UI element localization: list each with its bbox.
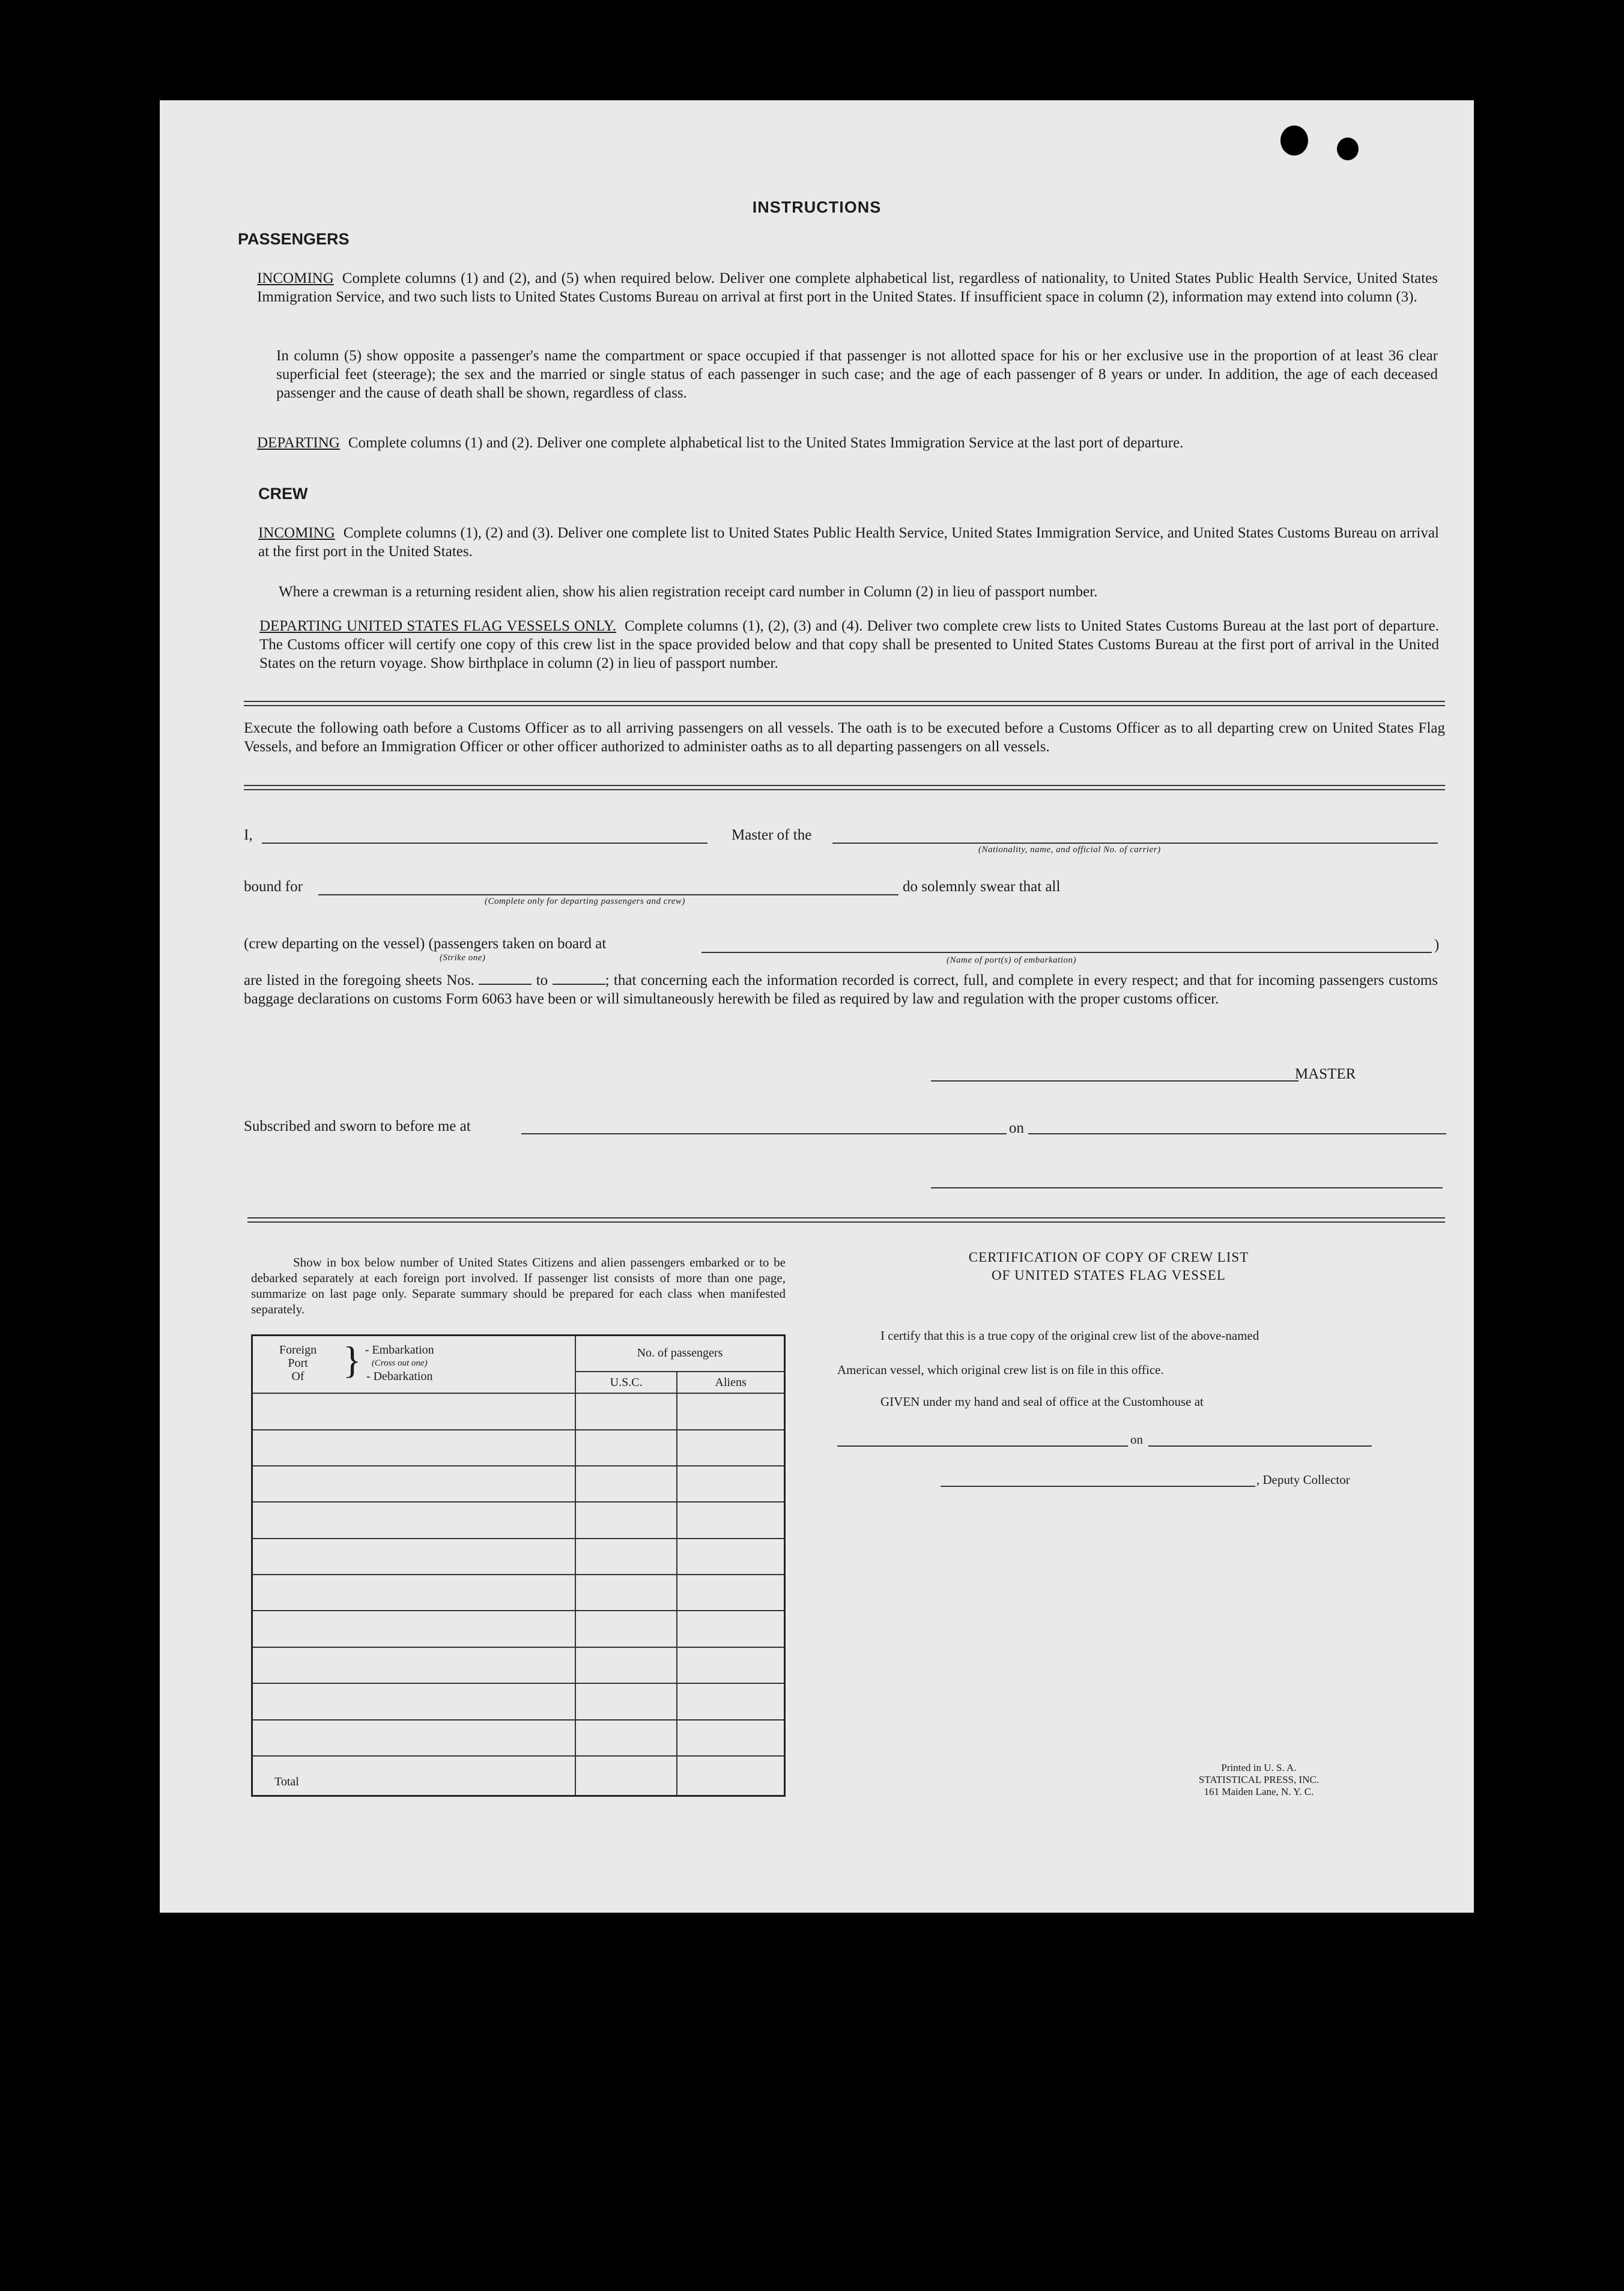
on-the-vessel-text: on the vessel) — [342, 936, 425, 952]
passengers-column5-paragraph: In column (5) show opposite a passenger's name the compartment or space occupied if that passenger is not allotted space for his or her exclusive use in the proportion of at least 36 clear superficial feet (steerage); the sex and the married or single status of each passenger in such case; and the age of each passenger of 8 years or under. In addition, the age of each deceased passenger and the cause of death shall be shown, regardless of class. — [276, 348, 1438, 401]
passengers-departing-text: Complete columns (1) and (2). Deliver one complete alphabetical list to the United States Immigration Service at the last port of departure. — [348, 435, 1184, 451]
master-of-the-label: Master of the — [732, 827, 812, 843]
oath-instruction: Execute the following oath before a Customs Officer as to all arriving passengers on all vessels. The oath is to be executed before a Customs Officer as to all departing crew on United States Flag Vessels, and before an Immigration Officer or other officer authorized to administer oaths as to all departing passengers on all vessels. — [244, 720, 1445, 755]
master-name-line[interactable] — [262, 843, 707, 844]
table-row — [252, 1683, 785, 1719]
port-cell[interactable] — [252, 1647, 575, 1683]
foreign-label: Foreign — [279, 1343, 317, 1357]
embarkation-option[interactable]: - Embarkation — [365, 1343, 434, 1357]
aliens-cell[interactable] — [677, 1430, 784, 1466]
crew-departing-text: Complete columns (1), (2), (3) and (4). Deliver two complete crew lists to United States Customs Bureau at the last port of departure. The Customs officer will certify one copy of this crew list in the space provided below and that copy shall be presented to United States Customs Bureau at the first port of arrival in the United States on the return voyage. Show birthplace in column (2) in lieu of passport number. — [259, 618, 1439, 671]
carrier-line[interactable] — [832, 843, 1438, 844]
form-sheet — [160, 100, 1474, 1913]
port-label: Port — [288, 1357, 308, 1370]
strike-caption: (Strike one) — [440, 953, 486, 963]
oath-certification-paragraph — [244, 971, 1438, 1008]
usc-cell[interactable] — [575, 1539, 677, 1575]
usc-cell[interactable] — [575, 1683, 677, 1719]
embarkation-port-line[interactable] — [701, 952, 1432, 953]
crew-resident-paragraph: Where a crewman is a returning resident alien, show his alien registration receipt card number in Column (2) in lieu of passport number. — [279, 584, 1098, 600]
no-of-passengers-header: No. of passengers — [575, 1336, 785, 1372]
subscribed-label: Subscribed and sworn to before me at — [244, 1118, 471, 1134]
passengers-departing-paragraph — [257, 434, 1438, 452]
ink-spot — [1337, 138, 1359, 160]
deputy-collector-label: , Deputy Collector — [1256, 1472, 1350, 1487]
table-row — [252, 1611, 785, 1647]
certification-title-line1: CERTIFICATION OF COPY OF CREW LIST — [968, 1250, 1249, 1265]
certification-on-label: on — [1130, 1432, 1143, 1447]
certification-title-line2: OF UNITED STATES FLAG VESSEL — [992, 1268, 1226, 1283]
passengers-heading: PASSENGERS — [238, 230, 350, 248]
officer-signature-line[interactable] — [931, 1187, 1443, 1188]
bound-caption: (Complete only for departing passengers and crew) — [485, 897, 685, 906]
total-label: Total — [252, 1756, 575, 1796]
passengers-taken-option[interactable]: (passengers taken on board at — [428, 936, 607, 952]
table-row — [252, 1430, 785, 1466]
port-cell[interactable] — [252, 1683, 575, 1719]
section-divider — [244, 701, 1445, 706]
port-cell[interactable] — [252, 1466, 575, 1502]
sworn-date-line[interactable] — [1028, 1133, 1446, 1134]
crew-heading: CREW — [258, 485, 308, 503]
master-signature-line[interactable] — [931, 1080, 1298, 1082]
bound-for-label: bound for — [244, 879, 303, 895]
certification-title — [838, 1248, 1379, 1285]
certify-line2: American vessel, which original crew list is on file in this office. — [837, 1363, 1164, 1377]
certification-date-line[interactable] — [1148, 1445, 1372, 1447]
crew-incoming-text: Complete columns (1), (2) and (3). Deliver one complete list to United States Public Health Service, United States Immigration Service, and United States Customs Bureau on arrival at the first port in the United States. — [258, 525, 1439, 560]
aliens-cell[interactable] — [677, 1502, 784, 1538]
aliens-header: Aliens — [677, 1372, 784, 1393]
usc-cell[interactable] — [575, 1575, 677, 1611]
passengers-incoming-text: Complete columns (1) and (2), and (5) when required below. Deliver one complete alphabetical list, regardless of nationality, to United States Public Health Service, United States Immigration Service, and two such lists to United States Customs Bureau on arrival at first port in the United States. If insufficient space in column (2), information may extend into column (3). — [257, 270, 1438, 305]
port-cell[interactable] — [252, 1430, 575, 1466]
customhouse-line[interactable] — [837, 1445, 1128, 1447]
port-cell[interactable] — [252, 1393, 575, 1429]
printer-line3: 161 Maiden Lane, N. Y. C. — [1204, 1786, 1314, 1797]
port-header-cell — [252, 1336, 575, 1394]
table-row — [252, 1575, 785, 1611]
aliens-cell[interactable] — [677, 1611, 784, 1647]
sheet-to-field[interactable] — [553, 984, 605, 985]
total-aliens-cell[interactable] — [677, 1756, 784, 1796]
crew-incoming-paragraph — [258, 524, 1439, 561]
usc-cell[interactable] — [575, 1720, 677, 1756]
port-cell[interactable] — [252, 1539, 575, 1575]
strike-choice — [244, 936, 606, 952]
table-row — [252, 1539, 785, 1575]
crew-departing-option[interactable]: (crew departing — [244, 936, 339, 952]
usc-cell[interactable] — [575, 1647, 677, 1683]
aliens-cell[interactable] — [677, 1720, 784, 1756]
usc-cell[interactable] — [575, 1393, 677, 1429]
listed-rest-text: ; that concerning each the information recorded is correct, full, and complete in every respect; and that for incoming passengers customs baggage declarations on customs Form 6063 have been or will simultaneously herewith be filed as required by law and regulation with the proper customs officer. — [244, 972, 1438, 1007]
table-row — [252, 1720, 785, 1756]
printer-line2: STATISTICAL PRESS, INC. — [1198, 1774, 1320, 1785]
solemnly-text: do solemnly swear that all — [903, 879, 1061, 895]
cross-out-caption: (Cross out one) — [371, 1358, 428, 1368]
sworn-place-line[interactable] — [521, 1133, 1007, 1134]
given-text: GIVEN under my hand and seal of office at the Customhouse at — [880, 1394, 1204, 1409]
aliens-cell[interactable] — [677, 1393, 784, 1429]
passengers-incoming-paragraph — [257, 269, 1438, 306]
oath-i-label: I, — [244, 827, 253, 843]
master-label: MASTER — [1295, 1066, 1356, 1082]
carrier-caption: (Nationality, name, and official No. of carrier) — [978, 845, 1161, 855]
port-cell[interactable] — [252, 1611, 575, 1647]
passengers-incoming-label: INCOMING — [257, 270, 334, 286]
certify-line1: I certify that this is a true copy of the original crew list of the above-named — [880, 1328, 1259, 1343]
brace-icon: } — [343, 1339, 362, 1381]
port-cell[interactable] — [252, 1502, 575, 1538]
usc-cell[interactable] — [575, 1502, 677, 1538]
crew-incoming-label: INCOMING — [258, 525, 335, 541]
passengers-departing-label: DEPARTING — [257, 435, 340, 451]
ink-spot — [1280, 126, 1308, 156]
port-caption: (Name of port(s) of embarkation) — [947, 955, 1076, 965]
deputy-signature-line[interactable] — [941, 1486, 1255, 1487]
table-row — [252, 1647, 785, 1683]
summary-instruction: Show in box below number of United States Citizens and alien passengers embarked or to be debarked separately at each foreign port involved. If passenger list consists of more than one page, summarize on last page only. Separate summary should be prepared for each class when manifested separately. — [251, 1255, 786, 1316]
aliens-cell[interactable] — [677, 1575, 784, 1611]
usc-cell[interactable] — [575, 1430, 677, 1466]
close-paren: ) — [1434, 937, 1440, 953]
port-cell[interactable] — [252, 1575, 575, 1611]
debarkation-option[interactable]: - Debarkation — [366, 1370, 433, 1383]
sheet-from-field[interactable] — [479, 984, 532, 985]
to-label: to — [536, 972, 548, 988]
port-cell[interactable] — [252, 1720, 575, 1756]
crew-departing-label: DEPARTING UNITED STATES FLAG VESSELS ONLY. — [259, 618, 617, 634]
table-row — [252, 1502, 785, 1538]
aliens-cell[interactable] — [677, 1539, 784, 1575]
total-usc-cell[interactable] — [575, 1756, 677, 1796]
passenger-summary-table — [251, 1334, 786, 1797]
aliens-cell[interactable] — [677, 1647, 784, 1683]
crew-departing-paragraph — [259, 617, 1439, 673]
aliens-cell[interactable] — [677, 1683, 784, 1719]
printer-line1: Printed in U. S. A. — [1221, 1762, 1297, 1773]
usc-header: U.S.C. — [575, 1372, 677, 1393]
usc-cell[interactable] — [575, 1466, 677, 1502]
listed-start-text: are listed in the foregoing sheets Nos. — [244, 972, 474, 988]
of-label: Of — [291, 1370, 304, 1383]
aliens-cell[interactable] — [677, 1466, 784, 1502]
destination-line[interactable] — [318, 894, 898, 895]
usc-cell[interactable] — [575, 1611, 677, 1647]
foreign-port-of-label — [253, 1343, 343, 1383]
printer-imprint — [1175, 1762, 1343, 1798]
table-row — [252, 1393, 785, 1429]
sworn-on-label: on — [1009, 1120, 1024, 1136]
embark-debark-choice — [365, 1343, 434, 1383]
page-title: INSTRUCTIONS — [752, 198, 882, 216]
table-row — [252, 1466, 785, 1502]
section-divider — [244, 785, 1445, 790]
section-divider — [247, 1217, 1445, 1223]
